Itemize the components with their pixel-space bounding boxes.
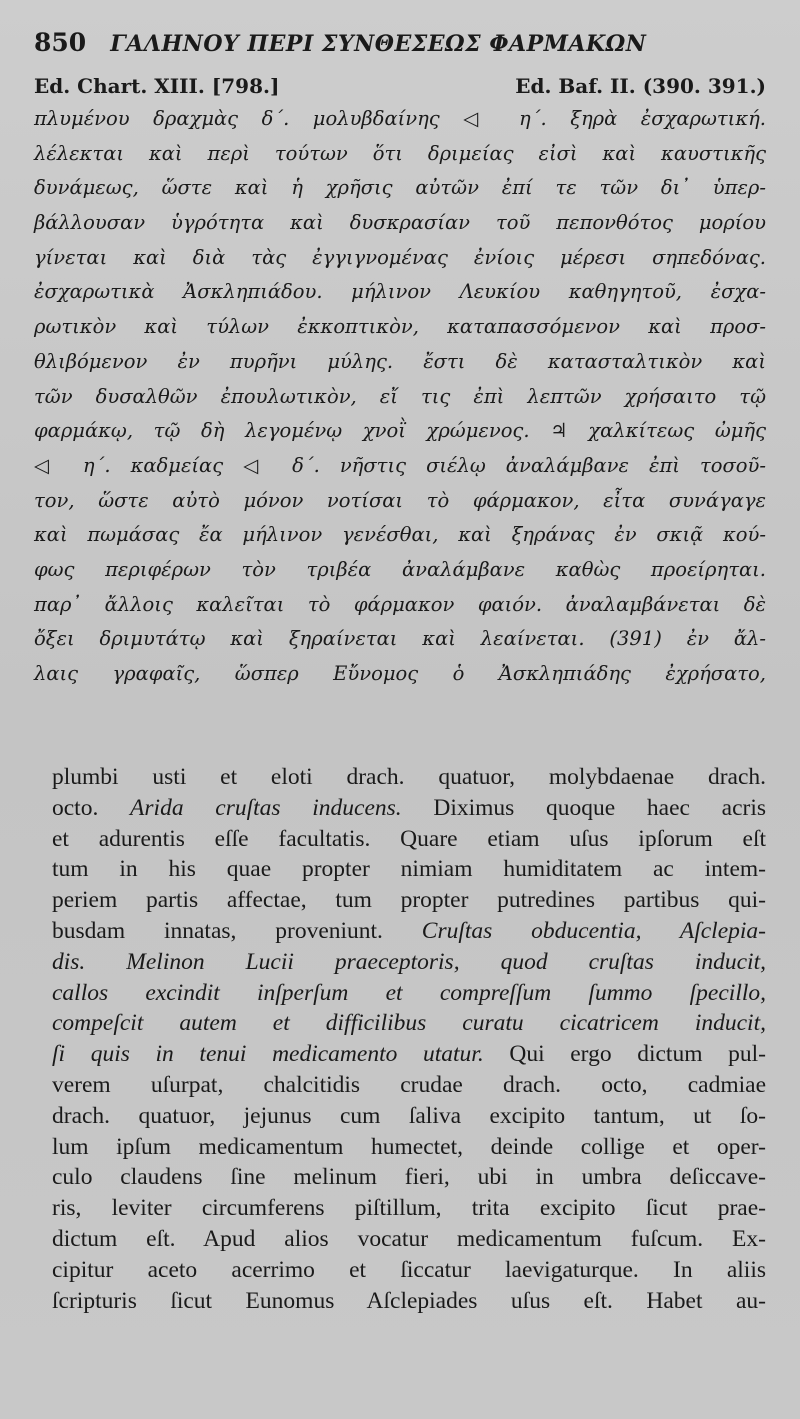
latin-text-line xyxy=(52,978,766,1009)
greek-text-line: γίνεται καὶ διὰ τὰς ἐγγιγνομένας ἐνίοις μέρεσι σηπεδόνας. xyxy=(34,245,766,269)
roman-segment: ſcripturis ſicut Eunomus Aſclepiades uſus eſt. Habet au- xyxy=(52,1287,766,1314)
roman-segment: Diximus quoque haec acris xyxy=(401,794,767,821)
latin-text-line xyxy=(52,1162,766,1193)
italic-segment: Arida cruſtas inducens. xyxy=(130,794,402,821)
edition-reference-right: Ed. Baf. II. (390. 391.) xyxy=(515,74,766,98)
greek-text-line: βάλλουσαν ὑγρότητα καὶ δυσκρασίαν τοῦ πεπονθότος μορίου xyxy=(34,211,766,235)
latin-text-line xyxy=(52,762,766,793)
latin-text-line xyxy=(52,1039,766,1070)
latin-text-line xyxy=(52,1255,766,1286)
roman-segment: plumbi usti et eloti drach. quatuor, molybdaenae drach. xyxy=(52,764,766,790)
latin-text-line xyxy=(52,1132,766,1163)
greek-text-line: ρωτικὸν καὶ τύλων ἐκκοπτικὸν, καταπασσόμενον καὶ προσ- xyxy=(34,315,766,339)
roman-segment: cipitur aceto acerrimo et ſiccatur laevigaturque. In aliis xyxy=(52,1256,766,1283)
italic-segment: callos excindit inſperſum et compreſſum ſummo ſpecillo, xyxy=(52,979,766,1006)
running-title: ΓΑΛΗΝΟΥ ΠΕΡΙ ΣΥΝΘΕΣΕΩΣ ΦΑΡΜΑΚΩΝ xyxy=(110,31,647,57)
roman-segment: culo claudens ſine melinum fieri, ubi in umbra deſiccave- xyxy=(52,1164,766,1191)
greek-text-block xyxy=(34,102,766,692)
roman-segment: drach. quatuor, jejunus cum ſaliva excipito tantum, ut ſo- xyxy=(52,1102,766,1129)
running-header xyxy=(34,26,774,61)
latin-text-line xyxy=(52,793,766,824)
greek-text-line: πλυμένου δραχμὰς δ΄. μολυβδαίνης ◁ η΄. ξηρὰ ἐσχαρωτική. xyxy=(34,107,766,130)
italic-segment: Cruſtas obducentia, Aſclepia- xyxy=(421,917,766,944)
latin-text-line xyxy=(52,916,766,947)
edition-reference-left: Ed. Chart. XIII. [798.] xyxy=(34,74,280,98)
latin-text-line xyxy=(52,1224,766,1255)
greek-text-line: λαις γραφαῖς, ὥσπερ Εὔνομος ὁ Ἀσκληπιάδης ἐχρήσατο, xyxy=(34,662,766,685)
greek-text-line: φως περιφέρων τὸν τριβέα ἀναλάμβανε καθὼς προείρηται. xyxy=(34,557,766,581)
greek-text-line: λέλεκται καὶ περὶ τούτων ὅτι δριμείας εἰσὶ καὶ καυστικῆς xyxy=(34,141,766,165)
roman-segment: periem partis affectae, tum propter putredines partibus qui- xyxy=(52,887,766,914)
latin-text-line xyxy=(52,854,766,885)
roman-segment: ris, leviter circumferens piſtillum, trita excipito ſicut prae- xyxy=(52,1195,766,1222)
latin-text-line xyxy=(52,824,766,855)
greek-text-line: ἐσχαρωτικὰ Ἀσκληπιάδου. μήλινον Λευκίου καθηγητοῦ, ἐσχα- xyxy=(34,280,766,304)
greek-text-line: δυνάμεως, ὥστε καὶ ἡ χρῆσις αὐτῶν ἐπί τε τῶν δι᾽ ὑπερ- xyxy=(34,176,766,200)
latin-text-line xyxy=(52,1286,766,1317)
greek-text-line: ◁ η΄. καδμείας ◁ δ΄. νῆστις σιέλῳ ἀναλάμβανε ἐπὶ τοσοῦ- xyxy=(34,453,766,477)
roman-segment: verem uſurpat, chalcitidis crudae drach. octo, cadmiae xyxy=(52,1071,766,1098)
latin-text-line xyxy=(52,885,766,916)
edition-reference-line xyxy=(34,74,766,98)
latin-text-block xyxy=(52,762,766,1316)
italic-segment: dis. Melinon Lucii praeceptoris, quod cruſtas inducit, xyxy=(52,948,766,975)
roman-segment: et adurentis eſſe facultatis. Quare etiam uſus ipſorum eſt xyxy=(52,825,766,852)
latin-text-line xyxy=(52,1193,766,1224)
page-number: 850 xyxy=(34,28,87,57)
latin-text-line xyxy=(52,1008,766,1039)
latin-text-line xyxy=(52,1070,766,1101)
italic-segment: ſi quis in tenui medicamento utatur. xyxy=(52,1041,484,1068)
greek-text-line: παρ᾽ ἄλλοις καλεῖται τὸ φάρμακον φαιόν. ἀναλαμβάνεται δὲ xyxy=(34,592,766,616)
greek-text-line: τῶν δυσαλθῶν ἐπουλωτικὸν, εἴ τις ἐπὶ λεπτῶν χρήσαιτο τῷ xyxy=(34,384,766,408)
greek-text-line: φαρμάκῳ, τῷ δὴ λεγομένῳ χνοῒ χρώμενος. ♃ χαλκίτεως ὠμῆς xyxy=(34,419,766,443)
roman-segment: Qui ergo dictum pul- xyxy=(483,1041,766,1068)
roman-segment: lum ipſum medicamentum humectet, deinde collige et oper- xyxy=(52,1133,766,1160)
greek-text-line: θλιβόμενον ἐν πυρῆνι μύλης. ἔστι δὲ κατασταλτικὸν καὶ xyxy=(34,349,766,373)
italic-segment: compeſcit autem et difficilibus curatu cicatricem inducit, xyxy=(52,1010,766,1037)
latin-text-line xyxy=(52,947,766,978)
roman-segment: tum in his quae propter nimiam humiditatem ac intem- xyxy=(52,856,766,883)
greek-text-line: καὶ πωμάσας ἔα μήλινον γενέσθαι, καὶ ξηράνας ἐν σκιᾷ κού- xyxy=(34,523,766,547)
roman-segment: dictum eſt. Apud alios vocatur medicamentum fuſcum. Ex- xyxy=(52,1225,766,1252)
roman-segment: busdam innatas, proveniunt. xyxy=(52,917,422,944)
greek-text-line: τον, ὥστε αὐτὸ μόνον νοτίσαι τὸ φάρμακον, εἶτα συνάγαγε xyxy=(34,488,766,512)
roman-segment: octo. xyxy=(52,794,131,821)
greek-text-line: ὄξει δριμυτάτῳ καὶ ξηραίνεται καὶ λεαίνεται. (391) ἐν ἄλ- xyxy=(34,627,766,651)
latin-text-line xyxy=(52,1101,766,1132)
